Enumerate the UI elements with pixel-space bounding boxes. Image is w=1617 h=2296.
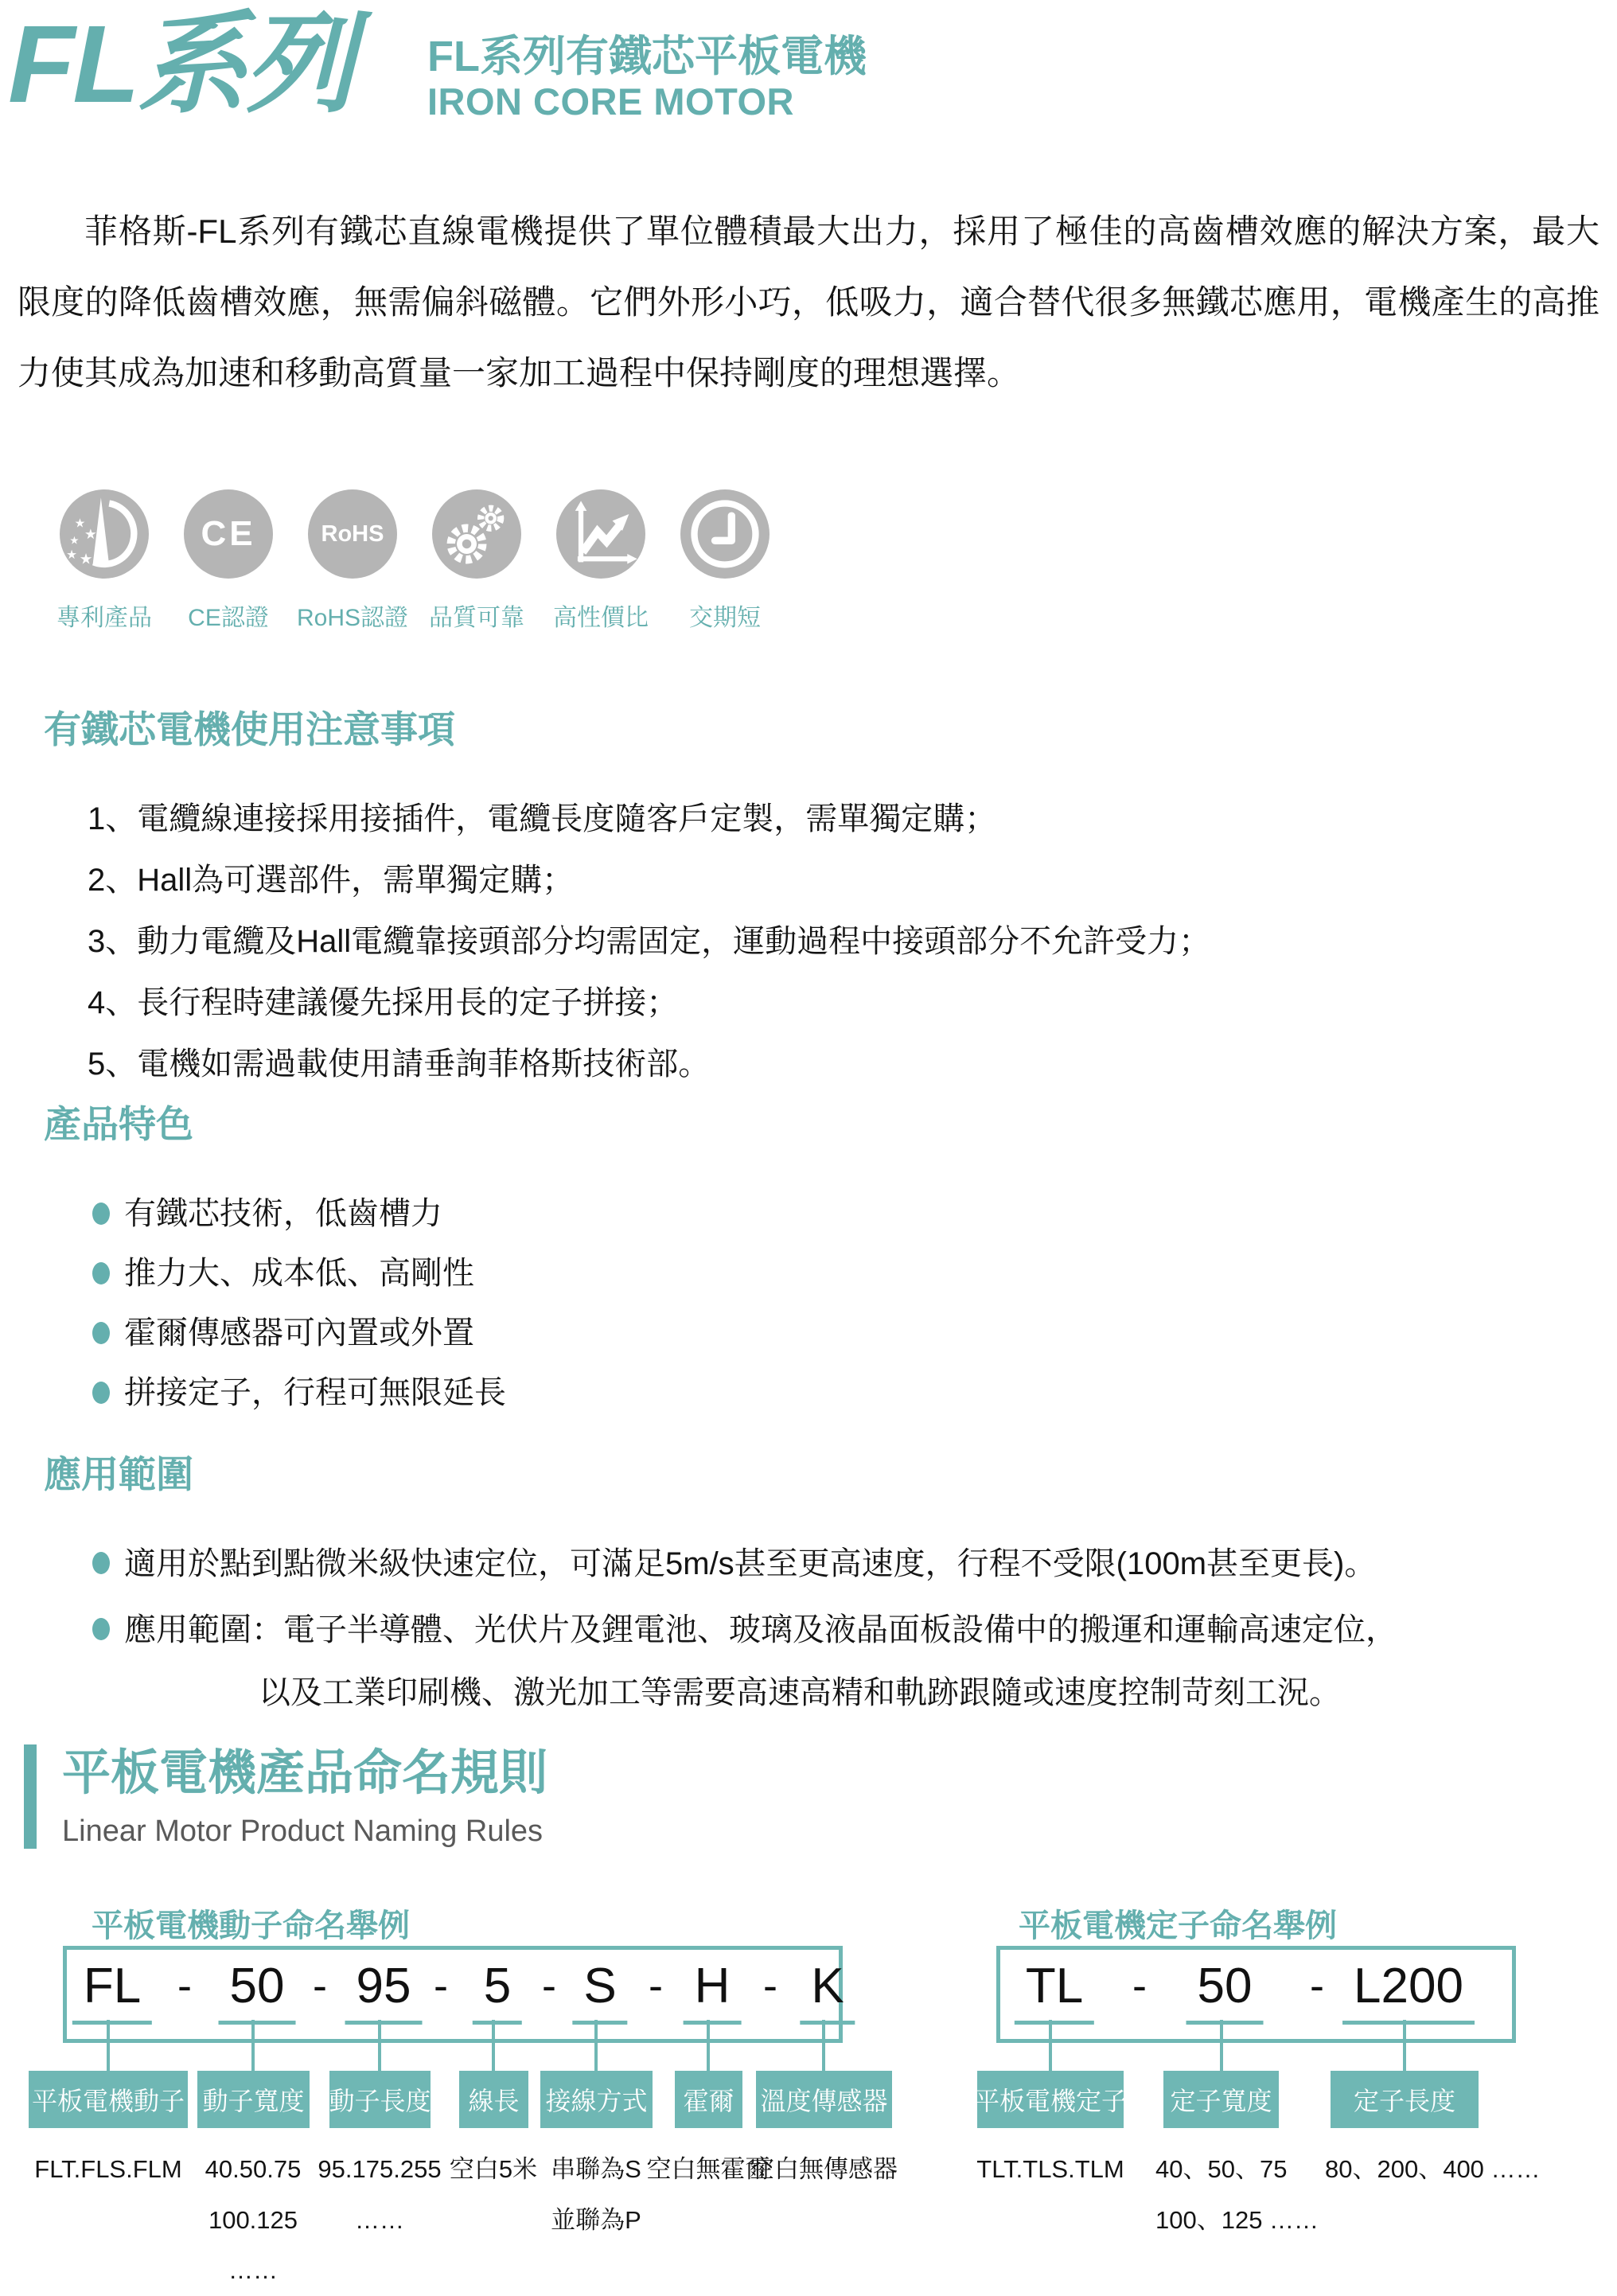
stator-naming-diagram	[975, 1900, 1603, 2259]
badge-rohs	[290, 489, 415, 633]
value-line: 80、200、400 ……	[1325, 2155, 1541, 2183]
feature-text: 霍爾傳感器可內置或外置	[124, 1316, 474, 1351]
rohs-icon	[308, 489, 397, 579]
clock-icon	[680, 489, 770, 579]
growth-chart-icon	[556, 489, 645, 579]
feature-text: 推力大、成本低、高剛性	[124, 1256, 474, 1291]
feature-item	[92, 1374, 1580, 1412]
patent-icon	[60, 489, 149, 579]
field-values	[1155, 2144, 1319, 2245]
value-line: 40.50.75	[205, 2155, 302, 2183]
certification-badges-row	[42, 489, 787, 633]
field-values	[1325, 2144, 1541, 2195]
connector-line	[492, 2020, 495, 2071]
rohs-text: RoHS	[321, 520, 384, 547]
field-label-box: 平板電機動子	[29, 2071, 188, 2128]
features-list	[92, 1195, 1580, 1412]
feature-item	[92, 1195, 1580, 1233]
application-item	[92, 1545, 1596, 1583]
badge-label: 交期短	[689, 605, 761, 631]
field-label-box: 動子長度	[329, 2071, 431, 2128]
code-separator: -	[763, 1962, 777, 2009]
field-label-box: 線長	[459, 2071, 528, 2128]
series-subtitle-zh: FL系列有鐵芯平板電機	[427, 33, 867, 80]
naming-rules-subtitle: Linear Motor Product Naming Rules	[62, 1815, 544, 1849]
value-line: FLT.FLS.FLM	[34, 2155, 182, 2183]
field-values	[450, 2144, 537, 2195]
field-label-box: 定子寬度	[1163, 2071, 1279, 2128]
bullet-icon	[92, 1322, 110, 1344]
svg-text:★: ★	[84, 526, 97, 543]
badge-label: 品質可靠	[429, 605, 524, 631]
note-item: 5、電機如需過載使用請垂詢菲格斯技術部。	[88, 1047, 711, 1082]
field-label-box: 霍爾	[675, 2071, 742, 2128]
note-item: 4、長行程時建議優先採用長的定子拼接；	[88, 985, 679, 1020]
connector-line	[822, 2020, 825, 2071]
field-values	[551, 2144, 641, 2245]
bullet-icon	[92, 1552, 110, 1574]
connector-line	[1403, 2020, 1406, 2071]
code-separator: -	[434, 1962, 448, 2009]
badge-delivery	[663, 489, 787, 633]
value-line: 100.125	[208, 2205, 298, 2234]
code-separator: -	[649, 1962, 663, 2009]
svg-text:★: ★	[74, 517, 86, 531]
badge-patent	[42, 489, 166, 633]
field-label-box: 定子長度	[1331, 2071, 1479, 2128]
value-line: 並聯為P	[551, 2205, 641, 2234]
code-segment: K	[800, 1958, 855, 2025]
bullet-icon	[92, 1203, 110, 1225]
applications-title: 應用範圍	[44, 1453, 193, 1495]
intro-paragraph: 菲格斯-FL系列有鐵芯直線電機提供了單位體積最大出力，採用了極佳的高齒槽效應的解決方案，最大限度的降低齒槽效應，無需偏斜磁體。它們外形小巧，低吸力，適合替代很多無鐵芯應用，電機產生的高推力使其成為加速和移動高質量一家加工過程中保持剛度的理想選擇。	[18, 212, 1599, 392]
field-values	[750, 2144, 898, 2195]
value-line: 串聯為S	[551, 2155, 641, 2183]
note-item: 3、動力電纜及Hall電纜靠接頭部分均需固定，運動過程中接頭部分不允許受力；	[88, 924, 1211, 959]
bullet-icon	[92, 1262, 110, 1284]
applications-section	[44, 1445, 1596, 1740]
field-values	[205, 2144, 302, 2296]
field-label-box: 溫度傳感器	[756, 2071, 892, 2128]
badge-label: 高性價比	[553, 605, 649, 631]
badge-quality	[415, 489, 539, 633]
badge-label: RoHS認證	[296, 605, 409, 631]
svg-text:★: ★	[69, 534, 80, 547]
mover-naming-diagram	[29, 1900, 904, 2285]
feature-item	[92, 1254, 1580, 1292]
badge-value	[539, 489, 663, 633]
bullet-icon	[92, 1382, 110, 1404]
ce-mark-icon	[184, 489, 273, 579]
code-segment: H	[684, 1958, 742, 2025]
application-text-line2: 以及工業印刷機、激光加工等需要高速高精和軌跡跟隨或速度控制苛刻工況。	[259, 1675, 1341, 1710]
field-label-box: 平板電機定子	[977, 2071, 1124, 2128]
value-line: 空白無傳感器	[750, 2155, 898, 2183]
code-separator: -	[313, 1962, 327, 2009]
application-text	[124, 1611, 1397, 1712]
feature-item	[92, 1314, 1580, 1352]
note-item: 2、Hall為可選部件，需單獨定購；	[88, 863, 575, 898]
value-line: 空白5米	[449, 2155, 538, 2183]
connector-line	[107, 2020, 110, 2071]
applications-list	[92, 1545, 1596, 1712]
badge-label: 專利產品	[56, 605, 152, 631]
connector-line	[251, 2020, 255, 2071]
code-segment: FL	[72, 1958, 152, 2025]
mover-diagram-heading: 平板電機動子命名舉例	[92, 1908, 410, 1943]
connector-line	[378, 2020, 381, 2071]
series-subtitle-en: IRON CORE MOTOR	[427, 80, 794, 123]
gears-icon	[432, 489, 521, 579]
usage-notes-title: 有鐵芯電機使用注意事項	[44, 708, 455, 750]
badge-label: CE認證	[188, 605, 269, 631]
naming-diagrams	[0, 1900, 1617, 2285]
usage-notes-list	[88, 800, 1580, 1083]
naming-rules-header	[24, 1744, 547, 1849]
naming-rules-title: 平板電機產品命名規則	[62, 1745, 548, 1799]
application-text-line1: 應用範圍：電子半導體、光伏片及鋰電池、玻璃及液晶面板設備中的搬運和運輸高速定位，	[124, 1612, 1397, 1647]
value-line: TLT.TLS.TLM	[976, 2155, 1124, 2183]
code-separator: -	[1310, 1962, 1324, 2009]
code-segment: L200	[1342, 1958, 1475, 2025]
application-item	[92, 1611, 1596, 1712]
field-label-box: 接線方式	[540, 2071, 653, 2128]
field-label-box: 動子寬度	[197, 2071, 310, 2128]
field-values	[976, 2144, 1124, 2195]
code-separator: -	[542, 1962, 556, 2009]
code-segment: 50	[219, 1958, 296, 2025]
code-segment: 95	[345, 1958, 423, 2025]
note-item: 1、電纜線連接採用接插件，電纜長度隨客戶定製，需單獨定購；	[88, 801, 997, 836]
bullet-icon	[92, 1618, 110, 1640]
field-values	[318, 2144, 441, 2245]
value-line: 100、125 ……	[1155, 2205, 1319, 2234]
feature-text: 有鐵芯技術，低齒槽力	[124, 1196, 442, 1231]
feature-text: 拼接定子，行程可無限延長	[124, 1375, 506, 1410]
connector-line	[1220, 2020, 1223, 2071]
brand-series-title: FL系列	[8, 3, 353, 126]
svg-text:★: ★	[79, 550, 93, 567]
features-title: 產品特色	[44, 1103, 193, 1145]
code-segment: 50	[1186, 1958, 1264, 2025]
code-separator: -	[1132, 1962, 1147, 2009]
value-line: 40、50、75	[1155, 2155, 1288, 2183]
badge-ce	[166, 489, 290, 633]
connector-line	[707, 2020, 710, 2071]
code-segment: S	[572, 1958, 627, 2025]
field-values	[34, 2144, 181, 2195]
value-line: 95.175.255	[318, 2155, 442, 2183]
connector-line	[594, 2020, 598, 2071]
stator-code-box	[996, 1946, 1516, 2043]
value-line: 空白無霍爾	[646, 2155, 770, 2183]
value-line: ……	[355, 2205, 404, 2234]
features-section	[44, 1095, 1580, 1433]
usage-notes-section	[44, 700, 1580, 1106]
svg-text:★: ★	[66, 548, 78, 563]
stator-diagram-heading: 平板電機定子命名舉例	[1019, 1908, 1337, 1943]
code-separator: -	[177, 1962, 192, 2009]
mover-code-box	[63, 1946, 843, 2043]
code-segment: TL	[1015, 1958, 1094, 2025]
ce-mark-text: CE	[201, 514, 256, 553]
connector-line	[1049, 2020, 1052, 2071]
application-text: 適用於點到點微米級快速定位，可滿足5m/s甚至更高速度，行程不受限(100m甚至更長)。	[124, 1546, 1377, 1581]
value-line: ……	[228, 2256, 278, 2285]
code-segment: 5	[473, 1958, 522, 2025]
